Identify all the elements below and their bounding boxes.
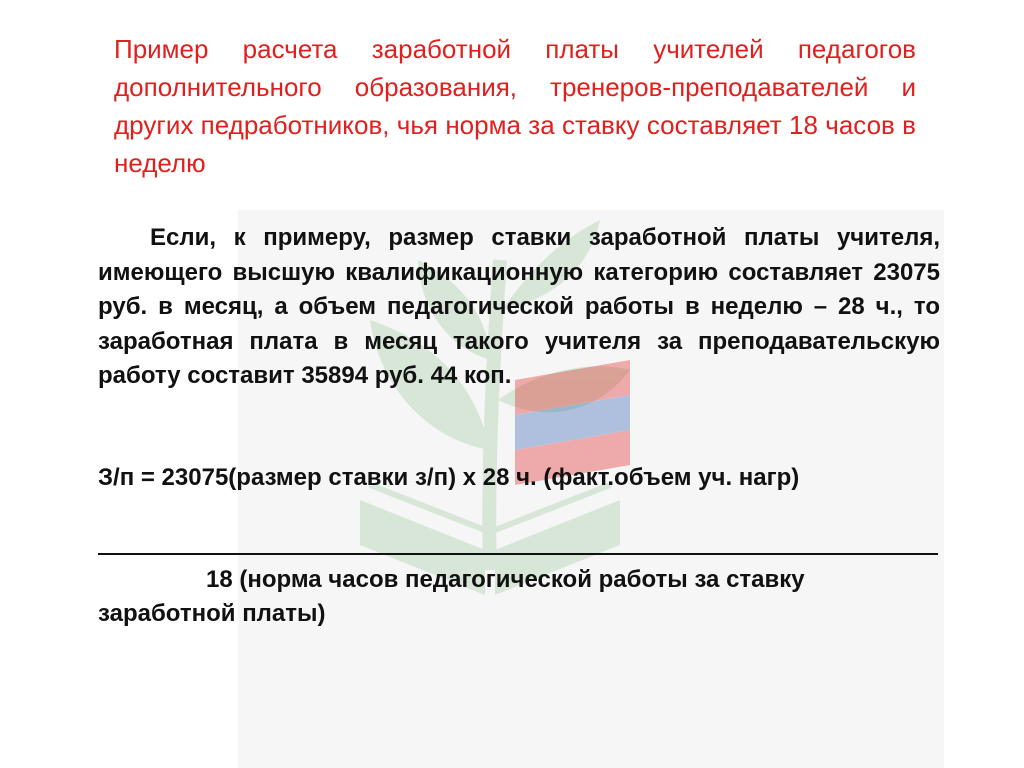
formula-numerator: З/п = 23075(размер ставки з/п) х 28 ч. (факт.объем уч. нагр) [98,464,800,491]
slide-title: Пример расчета заработной платы учителей педагогов дополнительного образования, тренеров-преподавателей и других педработников, чья норма за ставку составляет 18 часов в неделю [114,34,916,178]
fraction-line [98,553,938,555]
example-paragraph: Если, к примеру, размер ставки заработной платы учителя, имеющего высшую квалификационную категорию составляет 23075 руб. в месяц, а объем педагогической работы в неделю – 28 ч., то заработная плата в месяц такого учителя за преподавательскую работу составит 35894 руб. 44 коп. [98,224,940,389]
formula-denominator-text: 18 (норма часов педагогической работы за ставку заработной платы) [98,566,805,627]
formula-denominator [98,563,940,631]
